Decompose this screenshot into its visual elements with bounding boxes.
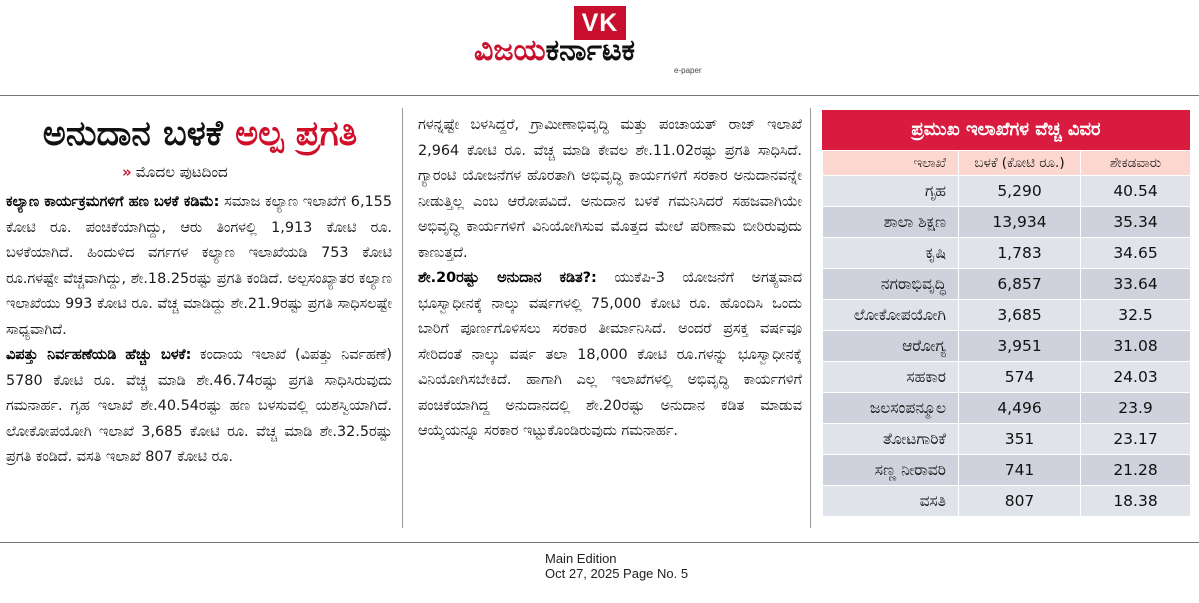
table-row <box>823 238 1191 269</box>
cell-percent: 31.08 <box>1081 331 1191 362</box>
paragraph <box>418 266 802 445</box>
paragraph-text: ಯುಕೆಪಿ-3 ಯೋಜನೆಗೆ ಅಗತ್ಯವಾದ ಭೂಸ್ವಾಧೀನಕ್ಕೆ ನಾಲ್ಕು ವರ್ಷಗಳಲ್ಲಿ 75,000 ಕೋಟಿ ರೂ. ಹೊಂದಿಸಿ ಒಂದು ಬಾರಿಗೆ ಪೂರ್ಣಗೊಳಿಸಲು ಸರಕಾರ ತೀರ್ಮಾನಿಸಿದೆ. ಅಂದರೆ ಪ್ರಸಕ್ತ ವರ್ಷವೂ ಸೇರಿದಂತೆ ನಾಲ್ಕು ವರ್ಷ ತಲಾ 18,000 ಕೋಟಿ ರೂ.ಗಳನ್ನು ಭೂಸ್ವಾಧೀನಕ್ಕೆ ವಿನಿಯೋಗಿಸಬೇಕಿದೆ. ಹಾಗಾಗಿ ಎಲ್ಲ ಇಲಾಖೆಗಳಲ್ಲಿ ಅಭಿವೃದ್ಧಿ ಕಾರ್ಯಗಳಿಗೆ ಪಂಚಿಕೆಯಾಗಿದ್ದ ಅನುದಾನದಲ್ಲಿ ಶೇ.20ರಷ್ಟು ಅನುದಾನ ಕಡಿತ ಮಾಡುವ ಆಯ್ಕೆಯನ್ನೂ ಸರಕಾರ ಇಟ್ಟುಕೊಂಡಿರುವುದು ಗಮನಾರ್ಹ. <box>418 270 803 439</box>
cell-spent: 574 <box>959 362 1081 393</box>
headline-part1: ಅನುದಾನ ಬಳಕೆ <box>42 114 236 154</box>
date-page-label: Oct 27, 2025 Page No. 5 <box>545 566 689 581</box>
cell-spent: 741 <box>959 455 1081 486</box>
expense-table <box>822 110 1190 517</box>
cell-spent: 3,685 <box>959 300 1081 331</box>
cell-spent: 351 <box>959 424 1081 455</box>
cell-percent: 18.38 <box>1081 486 1191 517</box>
cell-percent: 23.17 <box>1081 424 1191 455</box>
header-department: ಇಲಾಖೆ <box>823 151 959 176</box>
cell-percent: 34.65 <box>1081 238 1191 269</box>
paragraph-text: ಗಳನ್ನಷ್ಟೇ ಬಳಸಿದ್ದರೆ, ಗ್ರಾಮೀಣಾಭಿವೃದ್ಧಿ ಮತ್ತು ಪಂಚಾಯತ್ ರಾಜ್ ಇಲಾಖೆ 2,964 ಕೋಟಿ ರೂ. ವೆಚ್ಚ ಮಾಡಿ ಕೇವಲ ಶೇ.11.02ರಷ್ಟು ಪ್ರಗತಿ ಸಾಧಿಸಿದೆ. ಗ್ಯಾರಂಟಿ ಯೋಜನೆಗಳ ಹೊರತಾಗಿ ಅಭಿವೃದ್ಧಿ ಕಾರ್ಯಗಳಿಗೆ ಸರಕಾರ ಅನುದಾನವನ್ನೇ ನೀಡುತ್ತಿಲ್ಲ ಎಂಬ ಆರೋಪವಿದೆ. ಅನುದಾನ ಬಳಕೆ ಗಮನಿಸಿದರೆ ಸಹಜವಾಗಿಯೇ ಅಭಿವೃದ್ಧಿ ಕಾರ್ಯಗಳಿಗೆ ವಿನಿಯೋಗಿಸುವ ಮೊತ್ತದ ಮೇಲೆ ಪರಿಣಾಮ ಬೀರಿರುವುದು ಕಾಣುತ್ತದೆ. <box>418 117 802 261</box>
paragraph <box>418 113 802 266</box>
top-divider <box>0 95 1199 96</box>
cell-spent: 13,934 <box>959 207 1081 238</box>
edition-tag: e-paper <box>674 66 702 75</box>
paper-name-part2: ಕರ್ನಾಟಕ <box>545 33 636 68</box>
cell-spent: 5,290 <box>959 176 1081 207</box>
continued-arrow-icon: » <box>122 163 132 181</box>
cell-spent: 3,951 <box>959 331 1081 362</box>
article-headline <box>6 110 394 158</box>
table-header-row <box>823 151 1191 176</box>
subheading: ಶೇ.20ರಷ್ಟು ಅನುದಾನ ಕಡಿತ?: <box>418 270 597 286</box>
cell-department: ಗೃಹ <box>823 176 959 207</box>
cell-spent: 807 <box>959 486 1081 517</box>
table-title: ಪ್ರಮುಖ ಇಲಾಖೆಗಳ ವೆಚ್ಚ ವಿವರ <box>822 110 1190 150</box>
header-percent: ಶೇಕಡವಾರು <box>1081 151 1191 176</box>
cell-percent: 33.64 <box>1081 269 1191 300</box>
table-row <box>823 300 1191 331</box>
cell-department: ಆರೋಗ್ಯ <box>823 331 959 362</box>
table-row <box>823 362 1191 393</box>
cell-spent: 4,496 <box>959 393 1081 424</box>
cell-department: ಶಾಲಾ ಶಿಕ್ಷಣ <box>823 207 959 238</box>
table-row <box>823 455 1191 486</box>
cell-percent: 23.9 <box>1081 393 1191 424</box>
cell-spent: 1,783 <box>959 238 1081 269</box>
expense-table-grid <box>822 150 1191 517</box>
table-row <box>823 486 1191 517</box>
vk-badge: VK <box>574 6 626 40</box>
page-footer <box>545 551 688 581</box>
cell-percent: 40.54 <box>1081 176 1191 207</box>
cell-department: ನಗರಾಭಿವೃದ್ಧಿ <box>823 269 959 300</box>
article-column-2 <box>418 113 802 445</box>
masthead-logo <box>474 6 726 76</box>
column-divider <box>810 108 811 528</box>
cell-department: ವಸತಿ <box>823 486 959 517</box>
paper-name <box>474 34 726 68</box>
cell-spent: 6,857 <box>959 269 1081 300</box>
header-spent: ಬಳಕೆ (ಕೋಟಿ ರೂ.) <box>959 151 1081 176</box>
paragraph-text: ಕಂದಾಯ ಇಲಾಖೆ (ವಿಪತ್ತು ನಿರ್ವಹಣೆ) 5780 ಕೋಟಿ ರೂ. ವೆಚ್ಚ ಮಾಡಿ ಶೇ.46.74ರಷ್ಟು ಪ್ರಗತಿ ಸಾಧಿಸಿರುವುದು ಗಮನಾರ್ಹ. ಗೃಹ ಇಲಾಖೆ ಶೇ.40.54ರಷ್ಟು ಹಣ ಬಳಸುವಲ್ಲಿ ಯಶಸ್ವಿಯಾಗಿದೆ. ಲೋಕೋಪಯೋಗಿ ಇಲಾಖೆ 3,685 ಕೋಟಿ ರೂ. ವೆಚ್ಚ ಮಾಡಿ ಶೇ.32.5ರಷ್ಟು ಪ್ರಗತಿ ಕಂಡಿದೆ. ವಸತಿ ಇಲಾಖೆ 807 ಕೋಟಿ ರೂ. <box>6 347 392 465</box>
table-row <box>823 269 1191 300</box>
continued-label: ಮೊದಲ ಪುಟದಿಂದ <box>135 163 228 181</box>
subheading: ವಿಪತ್ತು ನಿರ್ವಹಣೆಯಡಿ ಹೆಚ್ಚು ಬಳಕೆ: <box>6 347 192 363</box>
cell-percent: 21.28 <box>1081 455 1191 486</box>
paragraph <box>6 343 392 471</box>
subheading: ಕಲ್ಯಾಣ ಕಾರ್ಯಕ್ರಮಗಳಿಗೆ ಹಣ ಬಳಕೆ ಕಡಿಮೆ: <box>6 194 220 210</box>
table-row <box>823 176 1191 207</box>
paragraph-text: ಸಮಾಜ ಕಲ್ಯಾಣ ಇಲಾಖೆಗೆ 6,155 ಕೋಟಿ ರೂ. ಪಂಚಿಕೆಯಾಗಿದ್ದು, ಆರು ತಿಂಗಳಲ್ಲಿ 1,913 ಕೋಟಿ ರೂ. ಬಳಕೆಯಾಗಿದೆ. ಹಿಂದುಳಿದ ವರ್ಗಗಳ ಕಲ್ಯಾಣ ಇಲಾಖೆಯಡಿ 753 ಕೋಟಿ ರೂ.ಗಳಷ್ಟೇ ವೆಚ್ಚವಾಗಿದ್ದು, ಶೇ.18.25ರಷ್ಟು ಪ್ರಗತಿ ಕಂಡಿದೆ. ಅಲ್ಪಸಂಖ್ಯಾತರ ಕಲ್ಯಾಣ ಇಲಾಖೆಯು 993 ಕೋಟಿ ರೂ. ವೆಚ್ಚ ಮಾಡಿದ್ದು ಶೇ.21.9ರಷ್ಟು ಪ್ರಗತಿ ಸಾಧಿಸಲಷ್ಟೇ ಸಾಧ್ಯವಾಗಿದೆ. <box>6 194 392 338</box>
table-row <box>823 331 1191 362</box>
cell-department: ಜಲಸಂಪನ್ಮೂಲ <box>823 393 959 424</box>
bottom-divider <box>0 542 1199 543</box>
table-row <box>823 207 1191 238</box>
edition-label: Main Edition <box>545 551 617 566</box>
paper-name-part1: ವಿಜಯ <box>474 33 546 68</box>
cell-department: ಸಹಕಾರ <box>823 362 959 393</box>
cell-percent: 35.34 <box>1081 207 1191 238</box>
table-row <box>823 393 1191 424</box>
headline-part2: ಅಲ್ಪ ಪ್ರಗತಿ <box>235 114 358 154</box>
cell-department: ಸಣ್ಣ ನೀರಾವರಿ <box>823 455 959 486</box>
paragraph <box>6 190 392 343</box>
column-divider <box>402 108 403 528</box>
cell-department: ಕೃಷಿ <box>823 238 959 269</box>
article-column-1 <box>6 190 392 471</box>
table-row <box>823 424 1191 455</box>
cell-department: ತೋಟಗಾರಿಕೆ <box>823 424 959 455</box>
cell-percent: 24.03 <box>1081 362 1191 393</box>
continued-from <box>122 163 228 181</box>
cell-percent: 32.5 <box>1081 300 1191 331</box>
cell-department: ಲೋಕೋಪಯೋಗಿ <box>823 300 959 331</box>
